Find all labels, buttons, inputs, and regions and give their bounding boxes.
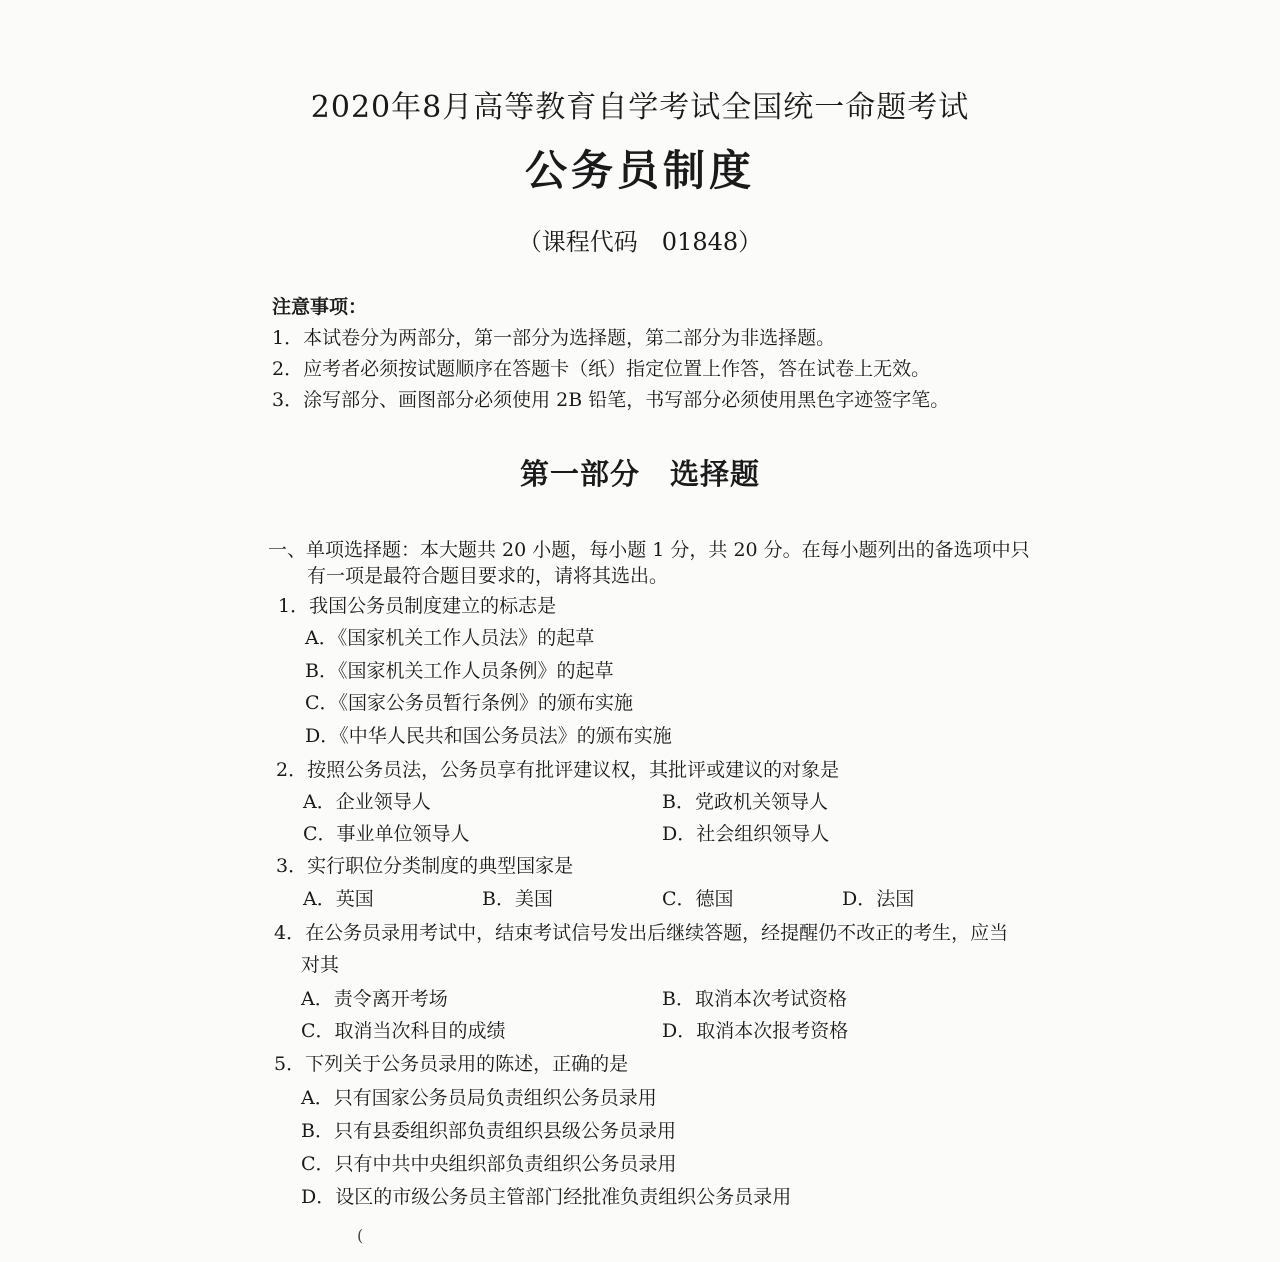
question-5-option-d: D．设区的市级公务员主管部门经批准负责组织公务员录用 (301, 1186, 792, 1208)
notice-item: 3．涂写部分、画图部分必须使用 2B 铅笔，书写部分必须使用黑色字迹签字笔。 (272, 389, 950, 411)
question-1-option-c: C．《国家公务员暂行条例》的颁布实施 (305, 692, 634, 714)
section-intro-line2: 有一项是最符合题目要求的，请将其选出。 (307, 565, 669, 587)
section-intro-line1: 一、单项选择题：本大题共 20 小题，每小题 1 分，共 20 分。在每小题列出的备选项中只 (268, 539, 1030, 561)
notice-item: 1．本试卷分为两部分，第一部分为选择题，第二部分为非选择题。 (272, 327, 836, 349)
question-2-option-b: B．党政机关领导人 (662, 791, 828, 813)
subject-title: 公务员制度 (524, 146, 755, 195)
question-2-option-d: D．社会组织领导人 (662, 823, 830, 845)
question-2-option-a: A．企业领导人 (303, 791, 431, 813)
page-footer-mark: ( (357, 1226, 364, 1245)
question-3-option-a: A．英国 (303, 888, 374, 910)
question-4-stem-line1: 4．在公务员录用考试中，结束考试信号发出后继续答题，经提醒仍不改正的考生，应当 (274, 922, 1009, 944)
question-1-option-a: A．《国家机关工作人员法》的起草 (305, 627, 595, 649)
question-5-option-c: C．只有中共中央组织部负责组织公务员录用 (301, 1153, 677, 1175)
question-4-option-d: D．取消本次报考资格 (662, 1020, 849, 1042)
question-5-option-a: A．只有国家公务员局负责组织公务员录用 (301, 1087, 657, 1109)
question-2-option-c: C．事业单位领导人 (303, 823, 470, 845)
question-4-option-c: C．取消当次科目的成绩 (301, 1020, 506, 1042)
part-one-heading: 第一部分 选择题 (519, 457, 760, 491)
question-3-option-d: D．法国 (842, 888, 915, 910)
question-4-stem-line2: 对其 (301, 954, 340, 976)
course-code: （课程代码 01848） (517, 228, 763, 256)
question-2-stem: 2．按照公务员法，公务员享有批评建议权，其批评或建议的对象是 (276, 759, 840, 781)
question-3-option-c: C．德国 (662, 888, 734, 910)
question-1-option-d: D．《中华人民共和国公务员法》的颁布实施 (305, 725, 672, 747)
question-5-option-b: B．只有县委组织部负责组织县级公务员录用 (301, 1120, 676, 1142)
notice-heading: 注意事项： (272, 296, 368, 318)
question-4-option-a: A．责令离开考场 (301, 988, 448, 1010)
question-3-option-b: B．美国 (482, 888, 553, 910)
question-1-stem: 1．我国公务员制度建立的标志是 (278, 595, 557, 617)
question-4-option-b: B．取消本次考试资格 (662, 988, 847, 1010)
question-5-stem: 5．下列关于公务员录用的陈述，正确的是 (274, 1053, 629, 1075)
exam-title: 2020年8月高等教育自学考试全国统一命题考试 (310, 90, 970, 125)
question-1-option-b: B．《国家机关工作人员条例》的起草 (305, 660, 614, 682)
notice-item: 2．应考者必须按试题顺序在答题卡（纸）指定位置上作答，答在试卷上无效。 (272, 358, 931, 380)
question-3-stem: 3．实行职位分类制度的典型国家是 (276, 855, 574, 877)
